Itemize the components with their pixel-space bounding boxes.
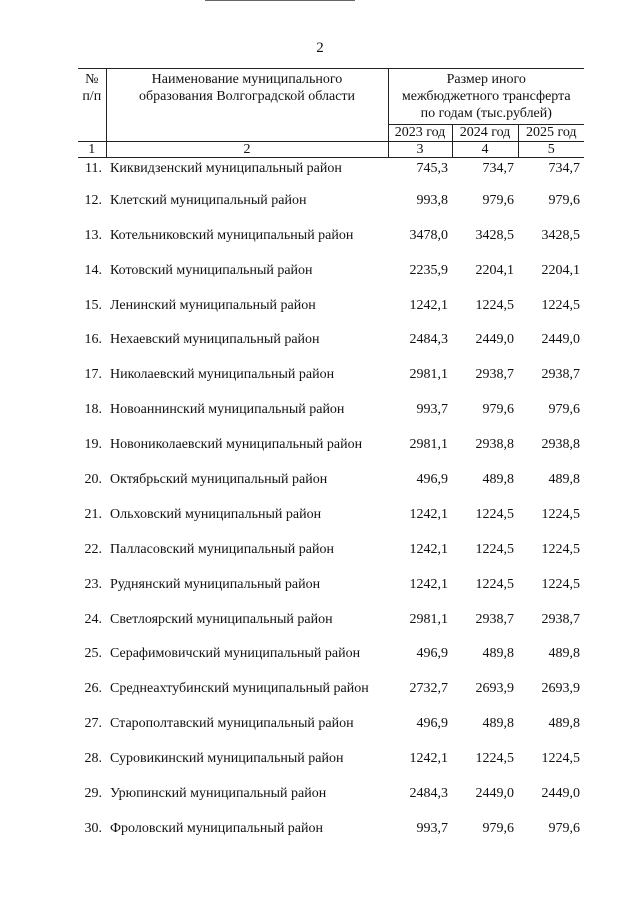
- value-2025: 2449,0: [541, 332, 580, 348]
- district-name: Котовский муниципальный район: [110, 262, 313, 278]
- table-row: [78, 786, 584, 821]
- header-col-amount: Размер иного межбюджетного трансферта по годам (тыс.рублей): [388, 69, 584, 125]
- value-2025: 1224,5: [541, 541, 580, 557]
- value-2023: 1242,1: [409, 751, 448, 767]
- value-2023: 496,9: [416, 716, 448, 732]
- district-name: Октябрьский муниципальный район: [110, 472, 328, 488]
- district-name: Клетский муниципальный район: [110, 192, 307, 208]
- value-2025: 2938,7: [541, 611, 580, 627]
- value-2025: 979,6: [548, 820, 580, 836]
- index-cell: 5: [518, 142, 584, 158]
- value-2024: 2693,9: [475, 681, 514, 697]
- value-2023: 2981,1: [409, 611, 448, 627]
- district-name: Котельниковский муниципальный район: [110, 227, 354, 243]
- table-row: [78, 751, 584, 786]
- value-2024: 2449,0: [475, 332, 514, 348]
- value-2023: 2235,9: [409, 262, 448, 278]
- row-number: 30.: [84, 820, 102, 836]
- value-2024: 489,8: [482, 646, 514, 662]
- value-2024: 2449,0: [475, 786, 514, 802]
- index-cell: 1: [78, 142, 106, 158]
- district-name: Светлоярский муниципальный район: [110, 611, 333, 627]
- table-row: [78, 298, 584, 333]
- header-col-name: Наименование муниципального образования Волгоградской области: [106, 69, 388, 142]
- header-year-2025: 2025 год: [518, 125, 584, 142]
- page-number: 2: [316, 40, 324, 56]
- value-2024: 2204,1: [475, 262, 514, 278]
- district-name: Руднянский муниципальный район: [110, 576, 321, 592]
- row-number: 27.: [84, 716, 102, 732]
- table-row: [78, 437, 584, 472]
- value-2025: 2938,7: [541, 367, 580, 383]
- table-row: [78, 507, 584, 542]
- value-2023: 3478,0: [409, 227, 448, 243]
- value-2025: 2204,1: [541, 262, 580, 278]
- value-2025: 2693,9: [541, 681, 580, 697]
- value-2023: 496,9: [416, 472, 448, 488]
- row-number: 19.: [84, 437, 102, 453]
- table-row: [78, 228, 584, 263]
- table-row: [78, 158, 584, 193]
- top-scan-line: [205, 0, 355, 1]
- value-2025: 3428,5: [541, 227, 580, 243]
- table-row: [78, 681, 584, 716]
- row-number: 24.: [84, 611, 102, 627]
- row-number: 18.: [84, 402, 102, 418]
- value-2025: 979,6: [548, 402, 580, 418]
- value-2023: 496,9: [416, 646, 448, 662]
- table-index-row: [78, 142, 584, 158]
- district-name: Урюпинский муниципальный район: [110, 786, 327, 802]
- row-number: 11.: [85, 161, 102, 176]
- value-2024: 979,6: [482, 402, 514, 418]
- value-2024: 2938,7: [475, 367, 514, 383]
- table-row: [78, 542, 584, 577]
- row-number: 26.: [84, 681, 102, 697]
- value-2023: 993,8: [416, 192, 448, 208]
- value-2024: 1224,5: [475, 576, 514, 592]
- value-2024: 979,6: [482, 192, 514, 208]
- value-2023: 2484,3: [409, 786, 448, 802]
- table-row: [78, 332, 584, 367]
- row-number: 29.: [84, 786, 102, 802]
- district-name: Суровикинский муниципальный район: [110, 751, 344, 767]
- value-2025: 489,8: [548, 646, 580, 662]
- value-2025: 2449,0: [541, 786, 580, 802]
- value-2023: 2732,7: [409, 681, 448, 697]
- value-2025: 1224,5: [541, 506, 580, 522]
- value-2024: 1224,5: [475, 297, 514, 313]
- row-number: 13.: [84, 227, 102, 243]
- value-2024: 2938,8: [475, 437, 514, 453]
- district-name: Николаевский муниципальный район: [110, 367, 335, 383]
- index-cell: 2: [106, 142, 388, 158]
- value-2024: 489,8: [482, 716, 514, 732]
- row-number: 15.: [84, 297, 102, 313]
- district-name: Киквидзенский муниципальный район: [110, 161, 342, 176]
- value-2025: 979,6: [548, 192, 580, 208]
- row-number: 25.: [84, 646, 102, 662]
- table-body: [78, 158, 584, 856]
- district-name: Новониколаевский муниципальный район: [110, 437, 363, 453]
- row-number: 22.: [84, 541, 102, 557]
- value-2023: 2484,3: [409, 332, 448, 348]
- header-year-2023: 2023 год: [388, 125, 452, 142]
- value-2024: 734,7: [482, 161, 514, 176]
- value-2023: 993,7: [416, 820, 448, 836]
- value-2023: 993,7: [416, 402, 448, 418]
- value-2023: 1242,1: [409, 297, 448, 313]
- table-row: [78, 821, 584, 856]
- table-row: [78, 716, 584, 751]
- table-row: [78, 472, 584, 507]
- value-2024: 2938,7: [475, 611, 514, 627]
- header-year-2024: 2024 год: [452, 125, 518, 142]
- district-name: Ольховский муниципальный район: [110, 506, 322, 522]
- transfer-table: [78, 68, 584, 856]
- row-number: 28.: [84, 751, 102, 767]
- value-2023: 1242,1: [409, 576, 448, 592]
- row-number: 21.: [84, 506, 102, 522]
- district-name: Новоаннинский муниципальный район: [110, 402, 345, 418]
- district-name: Среднеахтубинский муниципальный район: [110, 681, 369, 697]
- row-number: 16.: [84, 332, 102, 348]
- index-cell: 3: [388, 142, 452, 158]
- district-name: Старополтавский муниципальный район: [110, 716, 354, 732]
- value-2023: 1242,1: [409, 541, 448, 557]
- district-name: Ленинский муниципальный район: [110, 297, 316, 313]
- table-row: [78, 402, 584, 437]
- row-number: 14.: [84, 262, 102, 278]
- row-number: 17.: [84, 367, 102, 383]
- value-2025: 2938,8: [541, 437, 580, 453]
- table-row: [78, 577, 584, 612]
- value-2025: 489,8: [548, 716, 580, 732]
- district-name: Фроловский муниципальный район: [110, 820, 324, 836]
- value-2025: 1224,5: [541, 576, 580, 592]
- value-2024: 1224,5: [475, 541, 514, 557]
- row-number: 20.: [84, 472, 102, 488]
- value-2025: 489,8: [548, 472, 580, 488]
- value-2024: 979,6: [482, 820, 514, 836]
- table-row: [78, 612, 584, 647]
- district-name: Палласовский муниципальный район: [110, 541, 334, 557]
- value-2024: 489,8: [482, 472, 514, 488]
- index-cell: 4: [452, 142, 518, 158]
- value-2024: 1224,5: [475, 751, 514, 767]
- table-row: [78, 367, 584, 402]
- value-2023: 2981,1: [409, 437, 448, 453]
- table-header-row: [78, 69, 584, 125]
- district-name: Нехаевский муниципальный район: [110, 332, 320, 348]
- table-row: [78, 263, 584, 298]
- value-2023: 1242,1: [409, 506, 448, 522]
- table-row: [78, 193, 584, 228]
- value-2023: 745,3: [416, 161, 448, 176]
- value-2025: 1224,5: [541, 297, 580, 313]
- district-name: Серафимовичский муниципальный район: [110, 646, 361, 662]
- value-2023: 2981,1: [409, 367, 448, 383]
- header-col-num: № п/п: [78, 69, 106, 142]
- row-number: 23.: [84, 576, 102, 592]
- value-2025: 1224,5: [541, 751, 580, 767]
- value-2024: 1224,5: [475, 506, 514, 522]
- value-2025: 734,7: [548, 161, 580, 176]
- value-2024: 3428,5: [475, 227, 514, 243]
- row-number: 12.: [84, 192, 102, 208]
- table-row: [78, 646, 584, 681]
